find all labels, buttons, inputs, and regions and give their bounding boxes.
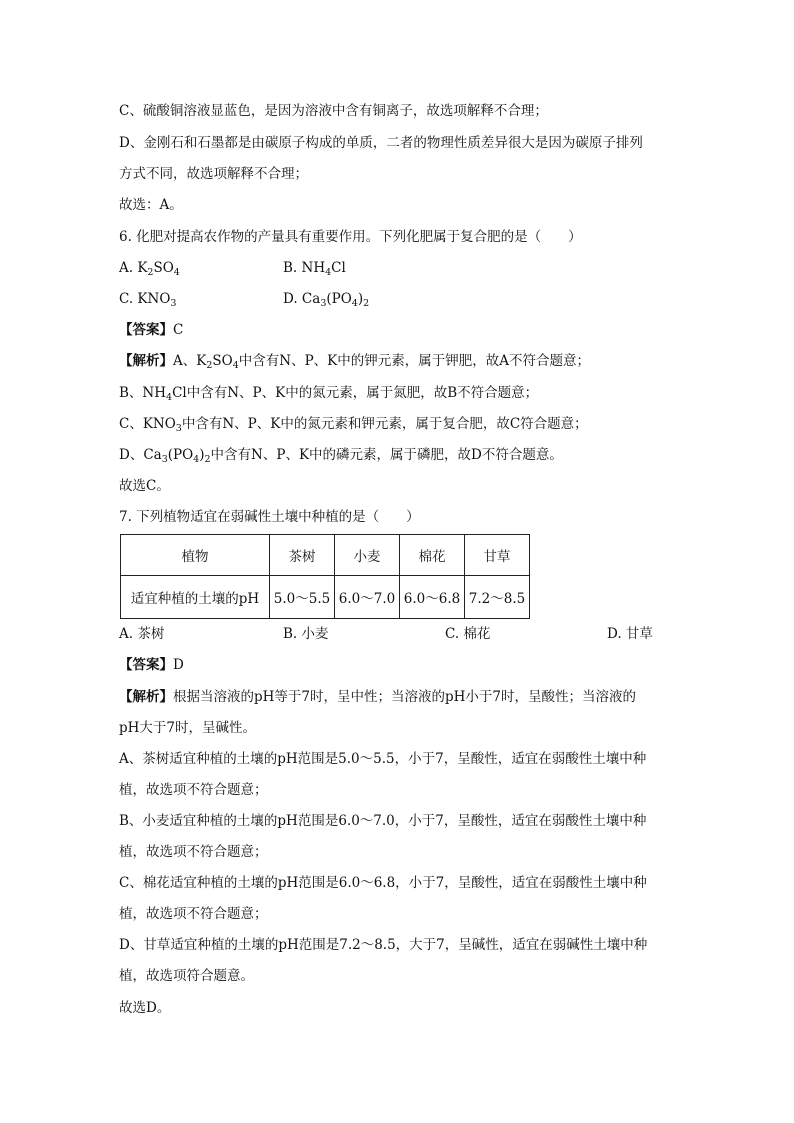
q7-choice: 故选D。 — [119, 1000, 171, 1016]
table-cell: 甘草 — [465, 535, 530, 576]
q6-analysis-d: D、$Ca_3(PO_4)_2$中含有N、P、K中的磷元素，属于磷肥，故D不符合题意。 — [119, 447, 563, 465]
q6-choice: 故选C。 — [119, 478, 170, 494]
q7-option-d: D. 甘草 — [607, 626, 653, 642]
q6-option-a: A. $K_2SO_4$ — [119, 260, 180, 278]
table-cell: 小麦 — [335, 535, 400, 576]
q7-analysis-d: D、甘草适宜种植的土壤的pH范围是7.2～8.5，大于7，呈碱性，适宜在弱碱性土壤中种 — [119, 937, 648, 953]
prev-question-choice: 故选：A。 — [119, 197, 183, 213]
table-cell: 适宜种植的土壤的pH — [121, 576, 270, 619]
table-cell: 棉花 — [400, 535, 465, 576]
q7-option-c: C. 棉花 — [445, 626, 491, 642]
q7-analysis-c-cont: 植，故选项不符合题意； — [119, 906, 268, 922]
table-cell: 5.0～5.5 — [270, 576, 335, 619]
q7-answer: 【答案】D — [119, 657, 184, 673]
q7-analysis-b: B、小麦适宜种植的土壤的pH范围是6.0～7.0，小于7，呈酸性，适宜在弱酸性土壤中种 — [119, 813, 647, 829]
q6-analysis-b: B、$NH_4Cl$中含有N、P、K中的氮元素，属于氮肥，故B不符合题意； — [119, 385, 539, 403]
table-cell: 6.0～7.0 — [335, 576, 400, 619]
q6-option-c: C. $KNO_3$ — [119, 291, 177, 309]
q7-option-b: B. 小麦 — [283, 626, 329, 642]
q7-analysis-a-cont: 植，故选项不符合题意； — [119, 782, 268, 798]
question-7-stem: 7. 下列植物适宜在弱碱性土壤中种植的是（ ） — [119, 509, 420, 525]
q6-analysis-a: 【解析】A、$K_2SO_4$中含有N、P、K中的钾元素，属于钾肥，故A不符合题意； — [119, 353, 590, 371]
table-cell: 茶树 — [270, 535, 335, 576]
prev-option-d-explanation: D、金刚石和石墨都是由碳原子构成的单质，二者的物理性质差异很大是因为碳原子排列 — [119, 135, 643, 151]
prev-option-d-explanation-cont: 方式不同，故选项解释不合理； — [119, 166, 308, 182]
q6-analysis-c: C、$KNO_3$中含有N、P、K中的氮元素和钾元素，属于复合肥，故C符合题意； — [119, 416, 588, 434]
q7-analysis-d-cont: 植，故选项符合题意。 — [119, 968, 254, 984]
table-cell: 7.2～8.5 — [465, 576, 530, 619]
q7-analysis-b-cont: 植，故选项不符合题意； — [119, 844, 268, 860]
q6-option-d: D. $Ca_3(PO_4)_2$ — [283, 291, 370, 309]
q6-answer: 【答案】C — [119, 322, 184, 338]
q7-analysis-c: C、棉花适宜种植的土壤的pH范围是6.0～6.8，小于7，呈酸性，适宜在弱酸性土壤中种 — [119, 875, 647, 891]
q7-analysis-intro: 【解析】根据当溶液的pH等于7时，呈中性；当溶液的pH小于7时，呈酸性；当溶液的 — [119, 689, 637, 705]
question-6-stem: 6. 化肥对提高农作物的产量具有重要作用。下列化肥属于复合肥的是（ ） — [119, 229, 582, 245]
ph-table-header-row — [121, 535, 530, 576]
q6-option-b: B. $NH_4Cl$ — [283, 260, 346, 278]
prev-option-c-explanation: C、硫酸铜溶液显蓝色，是因为溶液中含有铜离子，故选项解释不合理； — [119, 103, 548, 119]
ph-table-data-row — [121, 576, 530, 619]
q7-analysis-a: A、茶树适宜种植的土壤的pH范围是5.0～5.5，小于7，呈酸性，适宜在弱酸性土壤中种 — [119, 751, 647, 767]
table-cell: 植物 — [121, 535, 270, 576]
q7-option-a: A. 茶树 — [119, 626, 165, 642]
q7-analysis-intro-cont: pH大于7时，呈碱性。 — [119, 720, 257, 736]
table-cell: 6.0～6.8 — [400, 576, 465, 619]
ph-table — [120, 534, 530, 619]
